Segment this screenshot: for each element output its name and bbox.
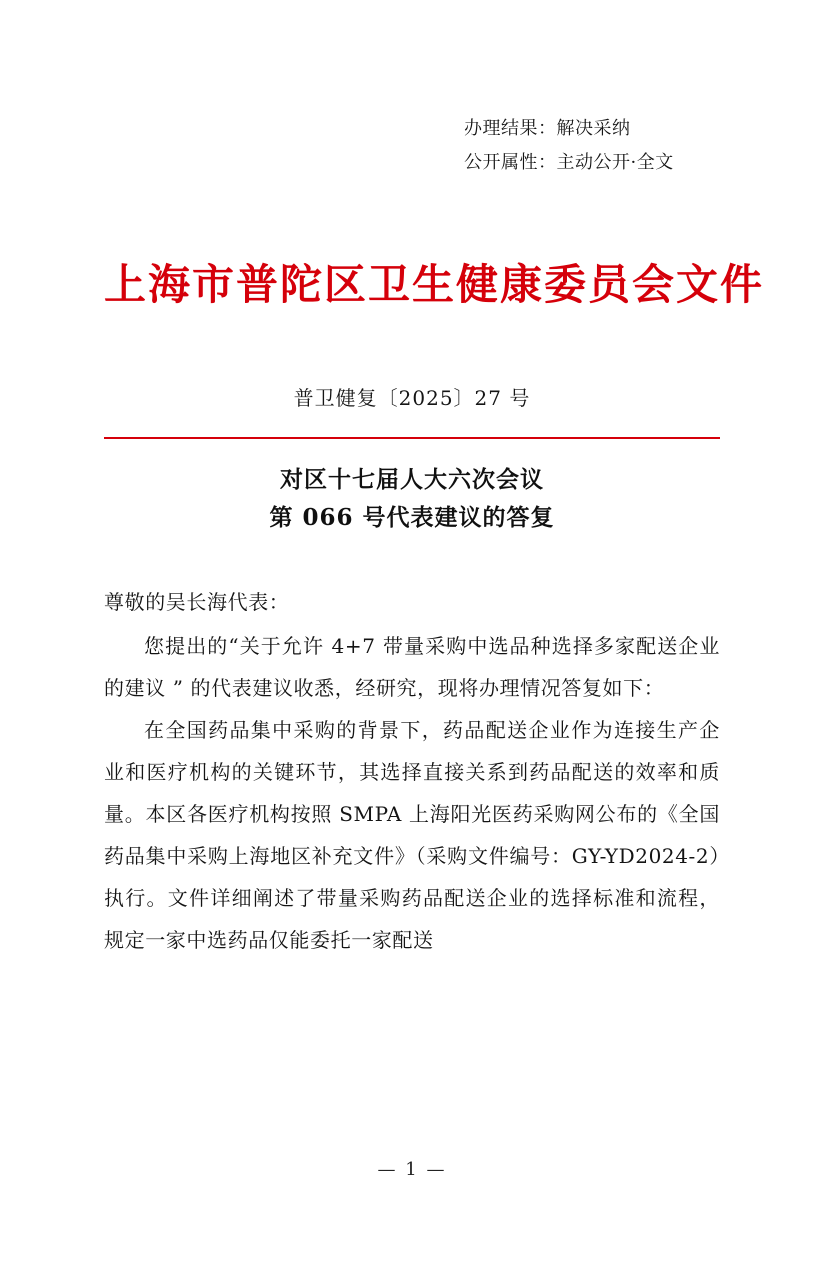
document-body (104, 581, 720, 961)
body-paragraph-1: 您提出的“关于允许 4+7 带量采购中选品种选择多家配送企业的建议 ” 的代表建议收悉，经研究，现将办理情况答复如下： (104, 634, 720, 701)
subject-line-1: 对区十七届人大六次会议 (280, 466, 544, 494)
page-number-footer: — 1 — (377, 1159, 447, 1180)
header-meta-block (104, 112, 720, 180)
subject-line-2: 第 066 号代表建议的答复 (269, 504, 555, 532)
document-number: 普卫健复〔2025〕27 号 (293, 386, 531, 411)
document-page (0, 112, 824, 1268)
body-paragraph-2: 在全国药品集中采购的背景下，药品配送企业作为连接生产企业和医疗机构的关键环节，其选择直接关系到药品配送的效率和质量。本区各医疗机构按照 SMPA 上海阳光医药采购网公布的《全国药品集中采购上海地区补充文件》（采购文件编号：GY-YD2024-2）执行。文件详细阐述了带量采购药品配送企业的选择标准和流程，规定一家中选药品仅能委托一家配送 (104, 718, 720, 953)
salutation: 尊敬的吴长海代表： (104, 590, 290, 615)
masthead-title: 上海市普陀区卫生健康委员会文件 (104, 260, 765, 309)
document-subject (104, 461, 720, 537)
handling-result-line: 办理结果：解决采纳 (464, 118, 631, 139)
red-divider-rule (104, 437, 720, 439)
disclosure-attribute-line: 公开属性：主动公开·全文 (464, 152, 674, 173)
